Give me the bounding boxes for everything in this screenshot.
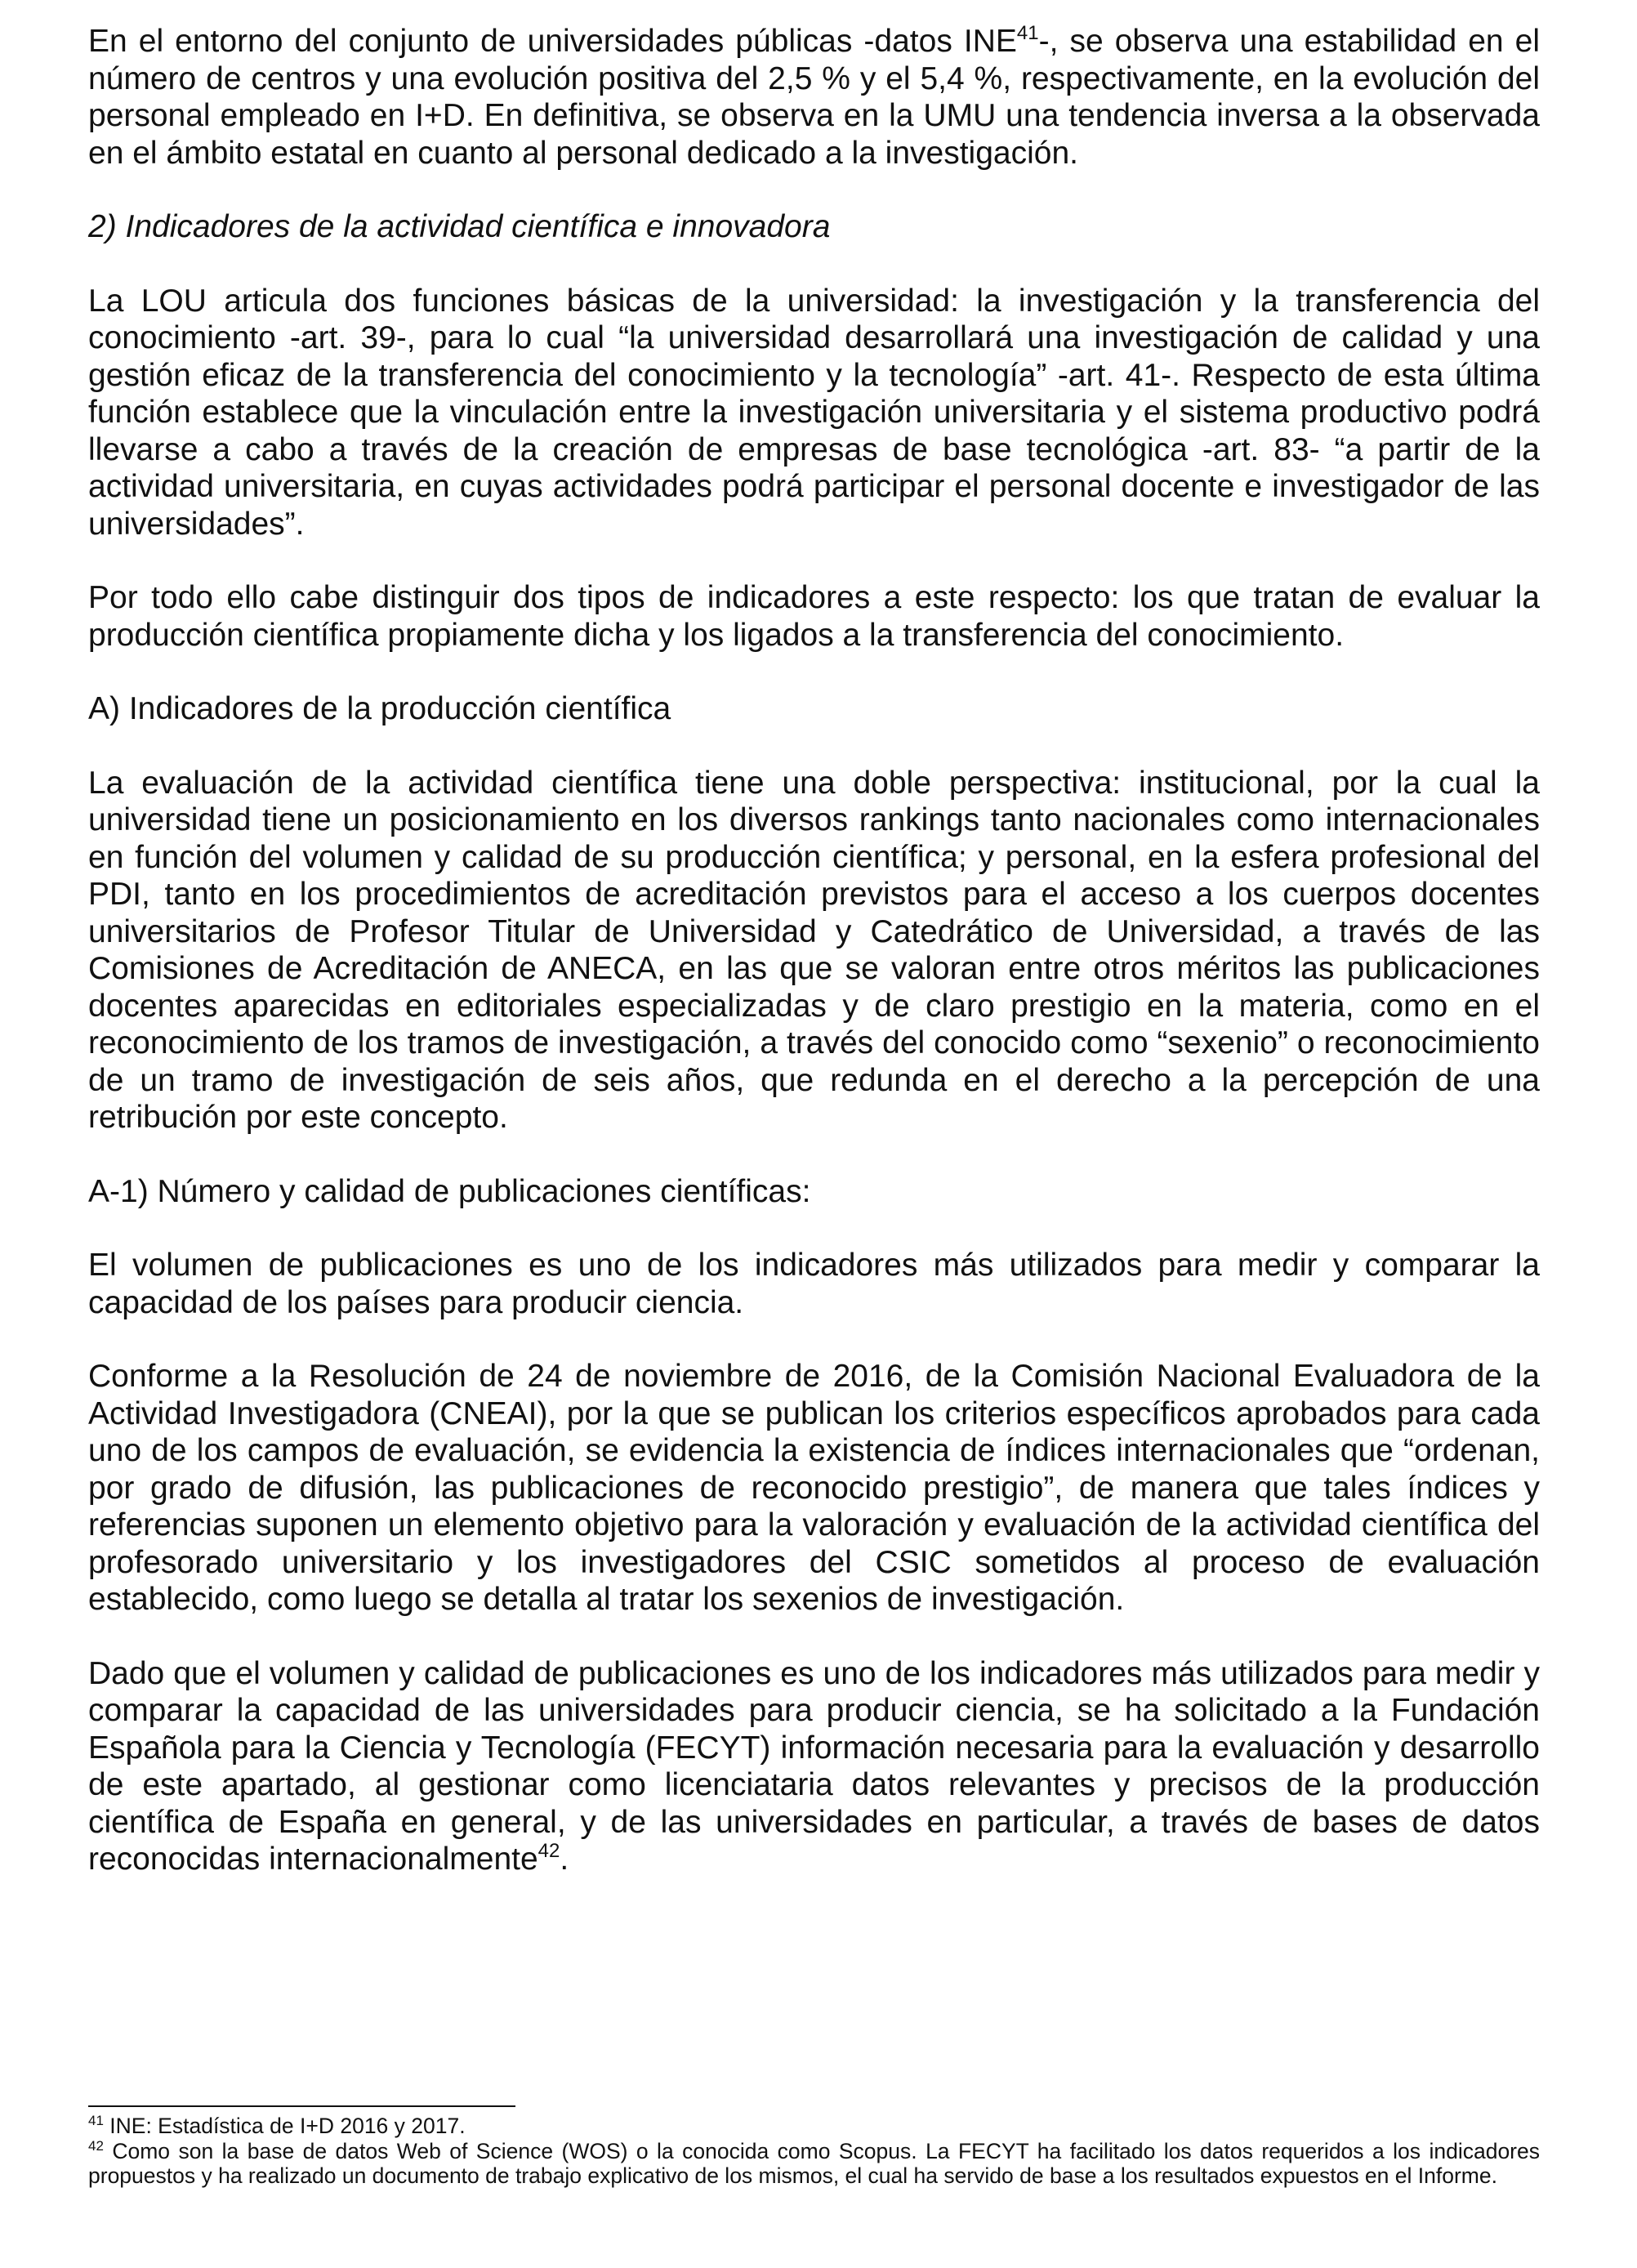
paragraph-text: Dado que el volumen y calidad de publicaciones es uno de los indicadores más utilizados para medir y comparar la capacidad de las universidades para producir ciencia, se ha solicitado a la Fundación Española para la Ciencia y Tecnología (FECYT) información necesaria para la evaluación y desarrollo de este apartado, al gestionar como licenciataria datos relevantes y precisos de la producción científica de España en general, y de las universidades en particular, a través de bases de datos reconocidas internacionalmente xyxy=(88,1655,1540,1877)
paragraph-ine-data xyxy=(88,23,1540,172)
footnote-ref-42[interactable]: 42 xyxy=(537,1840,560,1862)
footnote-text: INE: Estadística de I+D 2016 y 2017. xyxy=(103,2114,466,2138)
paragraph-volume: El volumen de publicaciones es uno de los indicadores más utilizados para medir y comparar la capacidad de los países para producir ciencia. xyxy=(88,1248,1540,1320)
footnote-text: Como son la base de datos Web of Science (WOS) o la conocida como Scopus. La FECYT ha facilitado los datos requeridos a los indicadores propuestos y ha realizado un documento de trabajo explicativo de los mismos, el cual ha servido de base a los resultados expuestos en el Informe. xyxy=(88,2138,1540,2188)
paragraph-cneai: Conforme a la Resolución de 24 de noviembre de 2016, de la Comisión Nacional Evaluadora de la Actividad Investigadora (CNEAI), por la que se publican los criterios específicos aprobados para cada uno de los campos de evaluación, se evidencia la existencia de índices internacionales que “ordenan, por grado de difusión, las publicaciones de reconocido prestigio”, de manera que tales índices y referencias suponen un elemento objetivo para la valoración y evaluación de la actividad científica del profesorado universitario y los investigadores del CSIC sometidos al proceso de evaluación establecido, como luego se detalla al tratar los sexenios de investigación. xyxy=(88,1359,1540,1617)
footnote-separator xyxy=(88,2105,515,2107)
paragraph-evaluation: La evaluación de la actividad científica tiene una doble perspectiva: institucional, por la cual la universidad tiene un posicionamiento en los diversos rankings tanto nacionales como internacionales en función del volumen y calidad de su producción científica; y personal, en la esfera profesional del PDI, tanto en los procedimientos de acreditación previstos para el acceso a los cuerpos docentes universitarios de Profesor Titular de Universidad y Catedrático de Universidad, a través de las Comisiones de Acreditación de ANECA, en las que se valoran entre otros méritos las publicaciones docentes aparecidas en editoriales especializadas y de claro prestigio en la materia, como en el reconocimiento de los tramos de investigación, a través del conocido como “sexenio” o reconocimiento de un tramo de investigación de seis años, que redunda en el derecho a la percepción de una retribución por este concepto. xyxy=(88,765,1540,1135)
section-heading-2: 2) Indicadores de la actividad científica e innovadora xyxy=(88,209,831,244)
footnotes xyxy=(88,2114,1540,2189)
paragraph-text: -, se observa una estabilidad en el número de centros y una evolución positiva del 2,5 % y el 5,4 %, respectivamente, en la evolución del personal empleado en I+D. En definitiva, se observa en la UMU una tendencia inversa a la observada en el ámbito estatal en cuanto al personal dedicado a la investigación. xyxy=(88,24,1540,171)
footnote-ref-41[interactable]: 41 xyxy=(1016,22,1039,44)
paragraph-fecyt xyxy=(88,1655,1540,1878)
paragraph-text: En el entorno del conjunto de universidades públicas -datos INE xyxy=(88,24,1017,59)
section-heading-a1: A-1) Número y calidad de publicaciones científicas: xyxy=(88,1173,811,1209)
paragraph-text: . xyxy=(560,1842,569,1877)
footnote-41 xyxy=(88,2114,1540,2139)
footnote-42 xyxy=(88,2139,1540,2189)
footnote-number: 42 xyxy=(88,2137,104,2154)
paragraph-lou: La LOU articula dos funciones básicas de la universidad: la investigación y la transferencia del conocimiento -art. 39-, para lo cual “la universidad desarrollará una investigación de calidad y una gestión eficaz de la transferencia del conocimiento y la tecnología” -art. 41-. Respecto de esta última función establece que la vinculación entre la investigación universitaria y el sistema productivo podrá llevarse a cabo a través de la creación de empresas de base tecnológica -art. 83- “a partir de la actividad universitaria, en cuyas actividades podrá participar el personal docente e investigador de las universidades”. xyxy=(88,283,1540,542)
document-body xyxy=(88,23,1540,1915)
section-heading-a: A) Indicadores de la producción científica xyxy=(88,691,671,726)
paragraph-indicator-types: Por todo ello cabe distinguir dos tipos de indicadores a este respecto: los que tratan de evaluar la producción científica propiamente dicha y los ligados a la transferencia del conocimiento. xyxy=(88,580,1540,653)
footnote-number: 41 xyxy=(88,2113,104,2128)
